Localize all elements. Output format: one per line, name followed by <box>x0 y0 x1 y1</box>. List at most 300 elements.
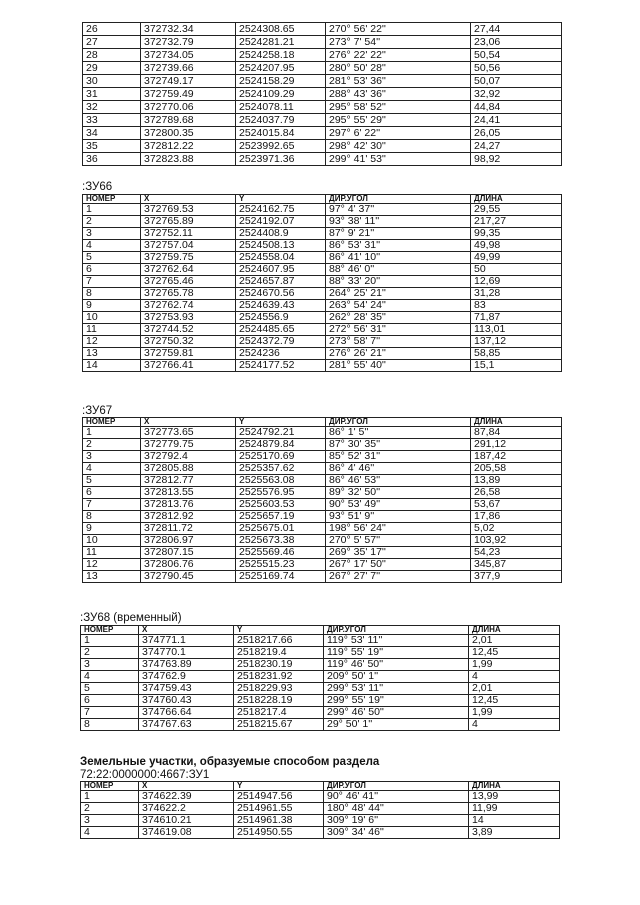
table-row <box>81 803 560 815</box>
cell-length: 13,99 <box>469 791 560 803</box>
cell-length: 15,1 <box>471 360 562 372</box>
cell-number: 11 <box>83 547 141 559</box>
cell-direction: 93° 51' 9'' <box>326 511 471 523</box>
cell-length: 14 <box>469 815 560 827</box>
cell-direction: 86° 41' 10'' <box>326 252 471 264</box>
cell-y: 2518215.67 <box>234 719 324 731</box>
cell-y: 2524015.84 <box>236 127 326 140</box>
section-subtitle: 72:22:0000000:4667:ЗУ1 <box>80 769 210 781</box>
cell-number: 34 <box>83 127 141 140</box>
zu1-table-wrap <box>80 781 560 839</box>
table-row <box>81 659 560 671</box>
header-direction: ДИР.УГОЛ <box>324 782 469 791</box>
cell-length: 137,12 <box>471 336 562 348</box>
cell-number: 3 <box>83 228 141 240</box>
cell-x: 372806.76 <box>141 559 236 571</box>
cell-direction: 272° 56' 31'' <box>326 324 471 336</box>
cell-direction: 299° 41' 53'' <box>326 153 471 166</box>
cell-number: 30 <box>83 75 141 88</box>
header-length: ДЛИНА <box>469 626 560 635</box>
cell-y: 2524558.04 <box>236 252 326 264</box>
table-row <box>83 62 562 75</box>
zu68-table <box>80 625 560 731</box>
table-row <box>81 671 560 683</box>
cell-number: 1 <box>81 635 139 647</box>
zu68-caption: :ЗУ68 (временный) <box>80 612 182 624</box>
cell-y: 2524158.29 <box>236 75 326 88</box>
cell-x: 374622.2 <box>139 803 234 815</box>
cell-x: 372812.77 <box>141 475 236 487</box>
cell-length: 44,84 <box>471 101 562 114</box>
cell-y: 2524078.11 <box>236 101 326 114</box>
table-row <box>83 88 562 101</box>
cell-length: 49,99 <box>471 252 562 264</box>
cell-direction: 299° 53' 11'' <box>324 683 469 695</box>
cell-direction: 89° 32' 50'' <box>326 487 471 499</box>
cell-x: 374762.9 <box>139 671 234 683</box>
cell-x: 372806.97 <box>141 535 236 547</box>
table-row <box>83 264 562 276</box>
cell-number: 13 <box>83 348 141 360</box>
cell-direction: 93° 38' 11'' <box>326 216 471 228</box>
cell-number: 35 <box>83 140 141 153</box>
table-row <box>83 216 562 228</box>
cell-length: 5,02 <box>471 523 562 535</box>
table-header-row <box>83 418 562 427</box>
cell-number: 4 <box>81 671 139 683</box>
cell-number: 1 <box>81 791 139 803</box>
table-row <box>83 463 562 475</box>
cell-direction: 298° 42' 30'' <box>326 140 471 153</box>
cell-y: 2524281.21 <box>236 36 326 49</box>
cell-direction: 273° 58' 7'' <box>326 336 471 348</box>
zu67-table <box>82 417 562 583</box>
table-row <box>81 815 560 827</box>
cell-length: 58,85 <box>471 348 562 360</box>
table-row <box>83 228 562 240</box>
cell-y: 2525169.74 <box>236 571 326 583</box>
cell-y: 2525657.19 <box>236 511 326 523</box>
cell-x: 372734.05 <box>141 49 236 62</box>
cell-number: 31 <box>83 88 141 101</box>
table-row <box>83 439 562 451</box>
cell-x: 372762.64 <box>141 264 236 276</box>
cell-length: 50 <box>471 264 562 276</box>
header-number: НОМЕР <box>83 195 141 204</box>
cell-y: 2524258.18 <box>236 49 326 62</box>
cell-length: 4 <box>469 719 560 731</box>
cell-x: 372812.22 <box>141 140 236 153</box>
header-x: X <box>141 418 236 427</box>
cell-direction: 267° 17' 50'' <box>326 559 471 571</box>
cell-direction: 119° 46' 50'' <box>324 659 469 671</box>
cell-x: 372765.78 <box>141 288 236 300</box>
cell-x: 372823.88 <box>141 153 236 166</box>
cell-length: 27,44 <box>471 23 562 36</box>
cell-number: 12 <box>83 559 141 571</box>
cell-number: 26 <box>83 23 141 36</box>
cell-number: 3 <box>81 659 139 671</box>
table-row <box>81 635 560 647</box>
cell-x: 372739.66 <box>141 62 236 75</box>
cell-length: 187,42 <box>471 451 562 463</box>
cell-direction: 270° 5' 57'' <box>326 535 471 547</box>
cell-y: 2523992.65 <box>236 140 326 153</box>
cell-direction: 297° 6' 22'' <box>326 127 471 140</box>
cell-length: 49,98 <box>471 240 562 252</box>
table-row <box>83 240 562 252</box>
cell-y: 2524037.79 <box>236 114 326 127</box>
cell-direction: 276° 22' 22'' <box>326 49 471 62</box>
cell-length: 113,01 <box>471 324 562 336</box>
cell-x: 374766.64 <box>139 707 234 719</box>
table-row <box>83 140 562 153</box>
cell-length: 50,54 <box>471 49 562 62</box>
cell-y: 2514961.38 <box>234 815 324 827</box>
cell-number: 2 <box>83 439 141 451</box>
cell-y: 2524308.65 <box>236 23 326 36</box>
cell-x: 374619.08 <box>139 827 234 839</box>
cell-number: 3 <box>81 815 139 827</box>
cell-length: 11,99 <box>469 803 560 815</box>
cell-y: 2525563.08 <box>236 475 326 487</box>
cell-x: 374770.1 <box>139 647 234 659</box>
cell-y: 2525357.62 <box>236 463 326 475</box>
cell-length: 29,55 <box>471 204 562 216</box>
cell-x: 372759.81 <box>141 348 236 360</box>
zu1-table <box>80 781 560 839</box>
cell-x: 372765.46 <box>141 276 236 288</box>
cell-number: 2 <box>81 803 139 815</box>
cell-x: 372811.72 <box>141 523 236 535</box>
cell-length: 103,92 <box>471 535 562 547</box>
cell-y: 2524657.87 <box>236 276 326 288</box>
cell-x: 374759.43 <box>139 683 234 695</box>
cell-direction: 299° 55' 19'' <box>324 695 469 707</box>
cell-length: 50,07 <box>471 75 562 88</box>
cell-direction: 119° 53' 11'' <box>324 635 469 647</box>
cell-x: 372792.4 <box>141 451 236 463</box>
cell-direction: 270° 56' 22'' <box>326 23 471 36</box>
cell-length: 26,58 <box>471 487 562 499</box>
cell-direction: 198° 56' 24'' <box>326 523 471 535</box>
cell-x: 372766.41 <box>141 360 236 372</box>
cell-number: 5 <box>81 683 139 695</box>
cell-y: 2518229.93 <box>234 683 324 695</box>
table-row <box>83 101 562 114</box>
cell-length: 1,99 <box>469 707 560 719</box>
table-row <box>83 451 562 463</box>
zu68-table-wrap <box>80 625 560 731</box>
cell-number: 5 <box>83 475 141 487</box>
cell-number: 7 <box>83 276 141 288</box>
cell-direction: 280° 50' 28'' <box>326 62 471 75</box>
cell-length: 2,01 <box>469 683 560 695</box>
cell-direction: 295° 58' 52'' <box>326 101 471 114</box>
cell-number: 6 <box>83 487 141 499</box>
cell-x: 372770.06 <box>141 101 236 114</box>
cell-length: 205,58 <box>471 463 562 475</box>
cell-y: 2525675.01 <box>236 523 326 535</box>
cell-x: 372757.04 <box>141 240 236 252</box>
cell-x: 372790.45 <box>141 571 236 583</box>
table-header-row <box>83 195 562 204</box>
table-row <box>83 49 562 62</box>
cell-number: 29 <box>83 62 141 75</box>
cell-x: 372750.32 <box>141 336 236 348</box>
header-length: ДЛИНА <box>469 782 560 791</box>
header-x: X <box>139 626 234 635</box>
cell-length: 4 <box>469 671 560 683</box>
cell-y: 2518217.66 <box>234 635 324 647</box>
table-row <box>83 499 562 511</box>
cell-direction: 281° 53' 36'' <box>326 75 471 88</box>
cell-x: 372769.53 <box>141 204 236 216</box>
cell-number: 8 <box>83 511 141 523</box>
table-row <box>83 114 562 127</box>
header-x: X <box>141 195 236 204</box>
table-row <box>83 348 562 360</box>
cell-number: 9 <box>83 300 141 312</box>
table-row <box>83 523 562 535</box>
cell-length: 17,86 <box>471 511 562 523</box>
cell-length: 26,05 <box>471 127 562 140</box>
cell-direction: 88° 33' 20'' <box>326 276 471 288</box>
cell-x: 372813.76 <box>141 499 236 511</box>
table-row <box>83 36 562 49</box>
cell-direction: 267° 27' 7'' <box>326 571 471 583</box>
table-row <box>83 360 562 372</box>
cell-direction: 295° 55' 29'' <box>326 114 471 127</box>
cell-y: 2524372.79 <box>236 336 326 348</box>
cell-length: 12,69 <box>471 276 562 288</box>
cell-direction: 269° 35' 17'' <box>326 547 471 559</box>
cell-length: 83 <box>471 300 562 312</box>
header-x: X <box>139 782 234 791</box>
top-coordinates-table-wrap <box>82 22 562 166</box>
cell-direction: 86° 46' 53'' <box>326 475 471 487</box>
table-row <box>83 571 562 583</box>
cell-y: 2525603.53 <box>236 499 326 511</box>
cell-direction: 87° 30' 35'' <box>326 439 471 451</box>
cell-length: 3,89 <box>469 827 560 839</box>
cell-y: 2524207.95 <box>236 62 326 75</box>
cell-y: 2518217.4 <box>234 707 324 719</box>
cell-x: 372752.11 <box>141 228 236 240</box>
cell-x: 372779.75 <box>141 439 236 451</box>
cell-x: 372773.65 <box>141 427 236 439</box>
zu66-table-wrap <box>82 194 562 372</box>
cell-length: 217,27 <box>471 216 562 228</box>
cell-number: 3 <box>83 451 141 463</box>
cell-number: 8 <box>81 719 139 731</box>
cell-direction: 288° 43' 36'' <box>326 88 471 101</box>
table-row <box>83 127 562 140</box>
cell-x: 372732.79 <box>141 36 236 49</box>
cell-y: 2524792.21 <box>236 427 326 439</box>
cell-direction: 209° 50' 1'' <box>324 671 469 683</box>
cell-y: 2518219.4 <box>234 647 324 659</box>
cell-direction: 86° 1' 5'' <box>326 427 471 439</box>
cell-y: 2523971.36 <box>236 153 326 166</box>
cell-number: 2 <box>83 216 141 228</box>
cell-direction: 90° 53' 49'' <box>326 499 471 511</box>
cell-x: 372812.92 <box>141 511 236 523</box>
cell-length: 291,12 <box>471 439 562 451</box>
cell-x: 372800.35 <box>141 127 236 140</box>
table-row <box>83 75 562 88</box>
cell-y: 2525170.69 <box>236 451 326 463</box>
cell-number: 6 <box>83 264 141 276</box>
cell-number: 28 <box>83 49 141 62</box>
cell-y: 2525515.23 <box>236 559 326 571</box>
cell-length: 12,45 <box>469 695 560 707</box>
cell-number: 14 <box>83 360 141 372</box>
cell-direction: 281° 55' 40'' <box>326 360 471 372</box>
cell-x: 374760.43 <box>139 695 234 707</box>
table-row <box>83 23 562 36</box>
table-row <box>83 511 562 523</box>
cell-x: 372753.93 <box>141 312 236 324</box>
cell-length: 13,89 <box>471 475 562 487</box>
cell-y: 2518231.92 <box>234 671 324 683</box>
cell-number: 7 <box>81 707 139 719</box>
table-row <box>83 300 562 312</box>
cell-direction: 87° 9' 21'' <box>326 228 471 240</box>
cell-x: 372805.88 <box>141 463 236 475</box>
cell-x: 374622.39 <box>139 791 234 803</box>
cell-direction: 85° 52' 31'' <box>326 451 471 463</box>
table-row <box>81 707 560 719</box>
cell-y: 2524408.9 <box>236 228 326 240</box>
cell-length: 24,27 <box>471 140 562 153</box>
cell-y: 2524508.13 <box>236 240 326 252</box>
cell-number: 4 <box>83 463 141 475</box>
cell-x: 372759.49 <box>141 88 236 101</box>
table-row <box>83 276 562 288</box>
cell-length: 12,45 <box>469 647 560 659</box>
table-row <box>83 475 562 487</box>
zu67-caption: :ЗУ67 <box>82 405 113 417</box>
cell-x: 374767.63 <box>139 719 234 731</box>
table-row <box>83 535 562 547</box>
cell-number: 32 <box>83 101 141 114</box>
cell-x: 372789.68 <box>141 114 236 127</box>
cell-x: 372813.55 <box>141 487 236 499</box>
cell-length: 31,28 <box>471 288 562 300</box>
cell-y: 2524162.75 <box>236 204 326 216</box>
cell-y: 2518230.19 <box>234 659 324 671</box>
table-row <box>83 324 562 336</box>
header-number: НОМЕР <box>81 782 139 791</box>
table-row <box>83 547 562 559</box>
cell-number: 27 <box>83 36 141 49</box>
cell-y: 2525673.38 <box>236 535 326 547</box>
cell-length: 99,35 <box>471 228 562 240</box>
cell-direction: 309° 19' 6'' <box>324 815 469 827</box>
cell-direction: 264° 25' 21'' <box>326 288 471 300</box>
cell-direction: 276° 26' 21'' <box>326 348 471 360</box>
cell-direction: 88° 46' 0'' <box>326 264 471 276</box>
cell-x: 372744.52 <box>141 324 236 336</box>
cell-direction: 29° 50' 1'' <box>324 719 469 731</box>
header-y: Y <box>234 782 324 791</box>
cell-length: 2,01 <box>469 635 560 647</box>
cell-y: 2524109.29 <box>236 88 326 101</box>
zu67-table-wrap <box>82 417 562 583</box>
cell-y: 2524192.07 <box>236 216 326 228</box>
cell-direction: 86° 53' 31'' <box>326 240 471 252</box>
table-row <box>83 312 562 324</box>
cell-direction: 86° 4' 46'' <box>326 463 471 475</box>
cell-direction: 180° 48' 44'' <box>324 803 469 815</box>
cell-number: 13 <box>83 571 141 583</box>
header-number: НОМЕР <box>81 626 139 635</box>
cell-length: 87,84 <box>471 427 562 439</box>
table-row <box>83 559 562 571</box>
cell-direction: 262° 28' 35'' <box>326 312 471 324</box>
table-header-row <box>81 782 560 791</box>
cell-length: 50,56 <box>471 62 562 75</box>
table-row <box>83 427 562 439</box>
cell-x: 372765.89 <box>141 216 236 228</box>
cell-length: 345,87 <box>471 559 562 571</box>
cell-y: 2524879.84 <box>236 439 326 451</box>
cell-number: 10 <box>83 312 141 324</box>
cell-direction: 119° 55' 19'' <box>324 647 469 659</box>
cell-number: 5 <box>83 252 141 264</box>
cell-y: 2524607.95 <box>236 264 326 276</box>
cell-y: 2514950.55 <box>234 827 324 839</box>
table-row <box>83 153 562 166</box>
cell-direction: 273° 7' 54'' <box>326 36 471 49</box>
cell-y: 2518228.19 <box>234 695 324 707</box>
header-number: НОМЕР <box>83 418 141 427</box>
cell-direction: 309° 34' 46'' <box>324 827 469 839</box>
zu66-table <box>82 194 562 372</box>
cell-length: 53,67 <box>471 499 562 511</box>
cell-number: 12 <box>83 336 141 348</box>
cell-y: 2524485.65 <box>236 324 326 336</box>
cell-number: 33 <box>83 114 141 127</box>
cell-x: 372807.15 <box>141 547 236 559</box>
cell-direction: 263° 54' 24'' <box>326 300 471 312</box>
header-length: ДЛИНА <box>471 195 562 204</box>
cell-number: 1 <box>83 427 141 439</box>
cell-y: 2525569.46 <box>236 547 326 559</box>
table-row <box>81 695 560 707</box>
cell-number: 36 <box>83 153 141 166</box>
cell-length: 32,92 <box>471 88 562 101</box>
cell-direction: 97° 4' 37'' <box>326 204 471 216</box>
table-row <box>81 791 560 803</box>
table-row <box>83 288 562 300</box>
cell-y: 2524177.52 <box>236 360 326 372</box>
cell-direction: 299° 46' 50'' <box>324 707 469 719</box>
header-length: ДЛИНА <box>471 418 562 427</box>
table-row <box>81 683 560 695</box>
cell-number: 9 <box>83 523 141 535</box>
cell-y: 2524236 <box>236 348 326 360</box>
table-header-row <box>81 626 560 635</box>
cell-length: 54,23 <box>471 547 562 559</box>
table-row <box>81 827 560 839</box>
cell-number: 2 <box>81 647 139 659</box>
zu66-caption: :ЗУ66 <box>82 181 113 193</box>
cell-x: 374763.89 <box>139 659 234 671</box>
cell-y: 2524556.9 <box>236 312 326 324</box>
header-direction: ДИР.УГОЛ <box>326 195 471 204</box>
